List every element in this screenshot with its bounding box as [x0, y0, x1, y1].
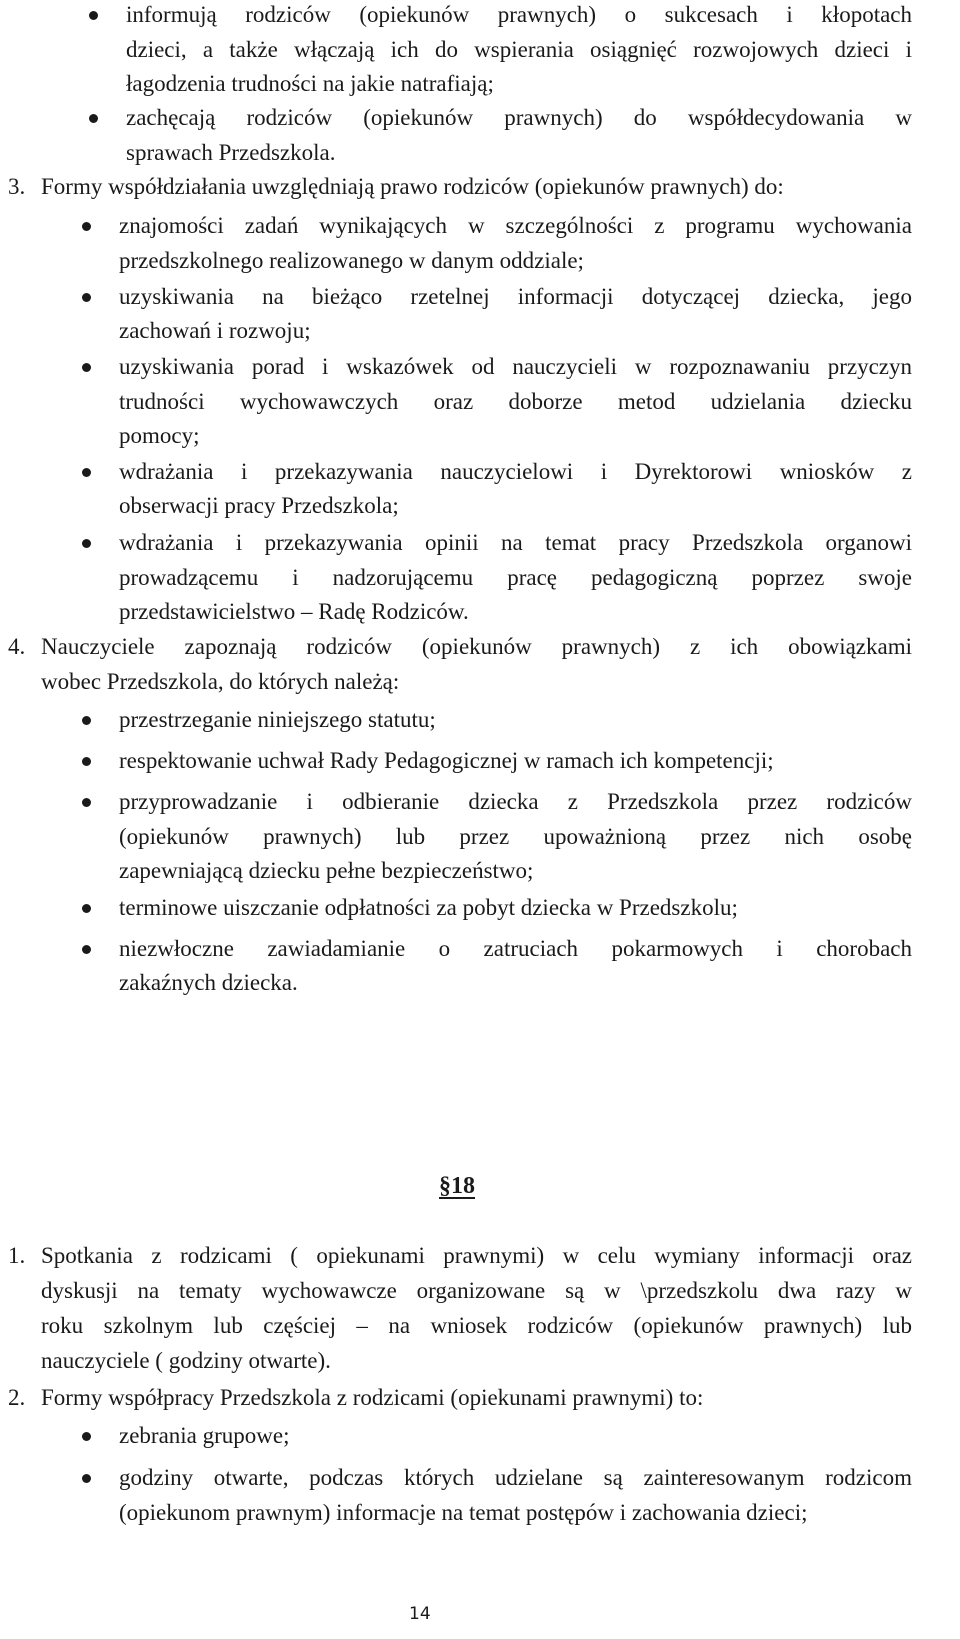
bullet-icon — [82, 539, 91, 548]
bullet-icon — [89, 114, 98, 123]
list-item-line: przedszkolnego realizowanego w danym oddziale; — [119, 248, 584, 273]
list-item-line: godziny otwarte, podczas których udzielane są zainteresowanym rodzicom — [119, 1465, 912, 1490]
list-item-line: uzyskiwania na bieżąco rzetelnej informacji dotyczącej dziecka, jego — [119, 284, 912, 309]
paragraph-number: 4. — [8, 634, 26, 659]
paragraph-text: Formy współpracy Przedszkola z rodzicami (opiekunami prawnymi) to: — [41, 1385, 704, 1410]
list-item-line: przedstawicielstwo – Radę Rodziców. — [119, 599, 469, 624]
list-item-line: respektowanie uchwał Rady Pedagogicznej w ramach ich kompetencji; — [119, 748, 774, 773]
list-item-line: (opiekunów prawnych) lub przez upoważnioną przez nich osobę — [119, 824, 912, 849]
list-item-line: zakaźnych dziecka. — [119, 970, 298, 995]
list-item-line: obserwacji pracy Przedszkola; — [119, 493, 399, 518]
bullet-icon — [82, 904, 91, 913]
list-item-line: zachęcają rodziców (opiekunów prawnych) do współdecydowania w — [126, 105, 912, 130]
list-item-line: niezwłoczne zawiadamianie o zatruciach pokarmowych i chorobach — [119, 936, 912, 961]
bullet-icon — [82, 1474, 91, 1483]
bullet-icon — [89, 11, 98, 20]
bullet-icon — [82, 468, 91, 477]
paragraph-text: Spotkania z rodzicami ( opiekunami prawnymi) w celu wymiany informacji oraz — [41, 1243, 912, 1268]
paragraph-number: 1. — [8, 1243, 26, 1268]
paragraph-text: Nauczyciele zapoznają rodziców (opiekunów prawnych) z ich obowiązkami — [41, 634, 912, 659]
list-item-line: (opiekunom prawnym) informacje na temat postępów i zachowania dzieci; — [119, 1500, 808, 1525]
bullet-icon — [82, 945, 91, 954]
list-item-line: wdrażania i przekazywania nauczycielowi i Dyrektorowi wniosków z — [119, 459, 912, 484]
paragraph-number: 2. — [8, 1385, 26, 1410]
list-item-line: prowadzącemu i nadzorującemu pracę pedagogiczną poprzez swoje — [119, 565, 912, 590]
list-item-line: przestrzeganie niniejszego statutu; — [119, 707, 436, 732]
list-item-line: informują rodziców (opiekunów prawnych) o sukcesach i kłopotach — [126, 2, 912, 27]
bullet-icon — [82, 363, 91, 372]
paragraph-text: roku szkolnym lub częściej – na wniosek rodziców (opiekunów prawnych) lub — [41, 1313, 912, 1338]
list-item-line: pomocy; — [119, 423, 200, 448]
bullet-icon — [82, 1432, 91, 1441]
section-title: §18 — [439, 1173, 475, 1199]
bullet-icon — [82, 757, 91, 766]
paragraph-text: wobec Przedszkola, do których należą: — [41, 669, 400, 694]
list-item-line: sprawach Przedszkola. — [126, 140, 336, 165]
list-item-line: trudności wychowawczych oraz doborze metod udzielania dziecku — [119, 389, 912, 414]
list-item-line: łagodzenia trudności na jakie natrafiają; — [126, 71, 494, 96]
list-item-line: uzyskiwania porad i wskazówek od nauczycieli w rozpoznawaniu przyczyn — [119, 354, 912, 379]
page-number: 14 — [409, 1604, 431, 1624]
paragraph-number: 3. — [8, 174, 26, 199]
bullet-icon — [82, 716, 91, 725]
list-item-line: zapewniającą dziecku pełne bezpieczeństwo; — [119, 858, 534, 883]
bullet-icon — [82, 222, 91, 231]
list-item-line: zebrania grupowe; — [119, 1423, 290, 1448]
paragraph-text: nauczyciele ( godziny otwarte). — [41, 1348, 331, 1373]
list-item-line: przyprowadzanie i odbieranie dziecka z Przedszkola przez rodziców — [119, 789, 912, 814]
bullet-icon — [82, 798, 91, 807]
list-item-line: znajomości zadań wynikających w szczególności z programu wychowania — [119, 213, 912, 238]
list-item-line: wdrażania i przekazywania opinii na temat pracy Przedszkola organowi — [119, 530, 912, 555]
list-item-line: zachowań i rozwoju; — [119, 318, 311, 343]
paragraph-text: dyskusji na tematy wychowawcze organizowane są w \przedszkolu dwa razy w — [41, 1278, 912, 1303]
paragraph-text: Formy współdziałania uwzględniają prawo rodziców (opiekunów prawnych) do: — [41, 174, 784, 199]
list-item-line: terminowe uiszczanie odpłatności za pobyt dziecka w Przedszkolu; — [119, 895, 738, 920]
list-item-line: dzieci, a także włączają ich do wspierania osiągnięć rozwojowych dzieci i — [126, 37, 912, 62]
bullet-icon — [82, 293, 91, 302]
